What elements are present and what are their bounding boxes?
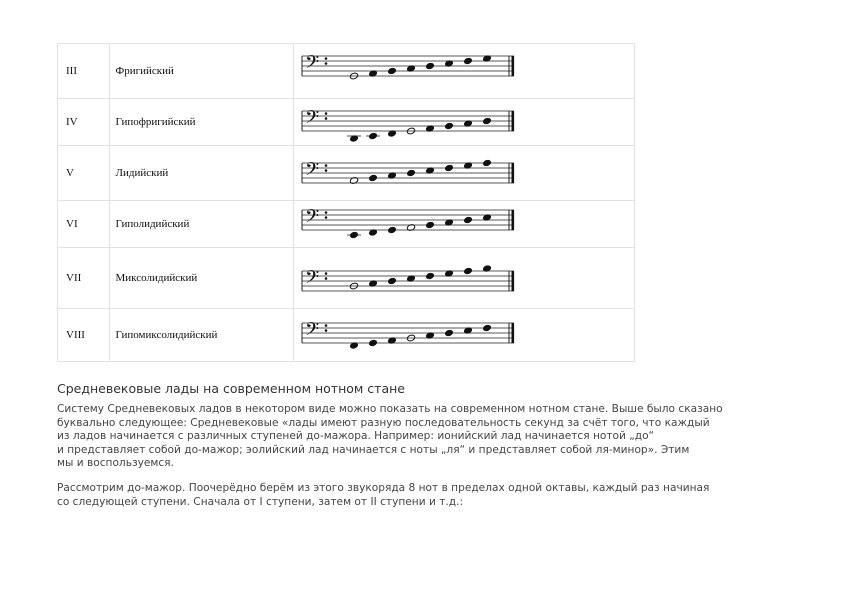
music-staff-icon [294, 146, 634, 200]
mode-numeral: V [58, 146, 110, 201]
paragraph-method: Рассмотрим до-мажор. Поочерёдно берём из этого звукоряда 8 нот в пределах одной октавы, каждый раз начиная со следующей ступени. Сначала от I ступени, затем от II ступени и т.д.: [57, 482, 710, 508]
note-icon [387, 67, 396, 75]
note-icon [482, 324, 491, 332]
table-row [58, 146, 635, 201]
bass-clef-icon: 𝄢 [304, 267, 320, 293]
mode-name: Гипомиксолидийский [109, 309, 293, 362]
note-icon [444, 122, 453, 130]
mode-numeral: IV [58, 99, 110, 146]
note-icon [387, 226, 396, 234]
note-icon [425, 272, 434, 280]
mode-numeral: III [58, 44, 110, 99]
mode-name: Гиполидийский [109, 201, 293, 248]
note-icon [444, 329, 453, 337]
clef-dot [325, 272, 328, 275]
section-heading: Средневековые лады на современном нотном стане [57, 381, 405, 396]
note-icon [463, 267, 472, 275]
note-icon [425, 62, 434, 70]
mode-numeral: VIII [58, 309, 110, 362]
note-icon [444, 164, 453, 172]
music-staff-icon [294, 309, 634, 361]
table-row [58, 99, 635, 146]
clef-dot [325, 216, 328, 219]
note-icon [482, 117, 491, 125]
clef-dot [325, 324, 328, 327]
music-staff-icon [294, 201, 634, 247]
clef-dot [325, 169, 328, 172]
note-icon [463, 57, 472, 65]
clef-dot [325, 164, 328, 167]
note-icon [368, 132, 377, 140]
mode-numeral: VI [58, 201, 110, 248]
music-staff-icon [294, 44, 634, 98]
clef-dot [325, 112, 328, 115]
note-icon [387, 277, 396, 285]
mode-numeral: VII [58, 248, 110, 309]
staff-cell [293, 146, 634, 201]
clef-dot [325, 57, 328, 60]
staff-cell [293, 248, 634, 309]
clef-dot [325, 62, 328, 65]
clef-dot [325, 329, 328, 332]
table-row [58, 248, 635, 309]
mode-name: Миксолидийский [109, 248, 293, 309]
staff-cell [293, 201, 634, 248]
note-icon [425, 221, 434, 229]
table-row [58, 44, 635, 99]
note-icon [368, 174, 377, 182]
bass-clef-icon: 𝄢 [304, 52, 320, 78]
staff-cell [293, 99, 634, 146]
bass-clef-icon: 𝄢 [304, 319, 320, 345]
note-icon [349, 231, 358, 239]
clef-dot [325, 277, 328, 280]
staff-cell [293, 309, 634, 362]
modes-table [57, 43, 635, 362]
bass-clef-icon: 𝄢 [304, 107, 320, 133]
bass-clef-icon: 𝄢 [304, 206, 320, 232]
mode-name: Фригийский [109, 44, 293, 99]
bass-clef-icon: 𝄢 [304, 159, 320, 185]
mode-name: Гипофригийский [109, 99, 293, 146]
music-staff-icon [294, 99, 634, 145]
table-row [58, 309, 635, 362]
clef-dot [325, 211, 328, 214]
clef-dot [325, 117, 328, 120]
mode-name: Лидийский [109, 146, 293, 201]
table-row [58, 201, 635, 248]
note-icon [463, 216, 472, 224]
note-icon [482, 159, 491, 167]
note-icon [406, 169, 415, 177]
staff-cell [293, 44, 634, 99]
paragraph-intro: Систему Средневековых ладов в некотором виде можно показать на современном нотном стане. Выше было сказано буквально следующее: Средневековые «лады имеют разную последовательность секунд за счёт того, что каждый из ладов начинается с различных ступеней до-мажора. Например: ионийский лад начинается нотой „до“ и представляет собой до-мажор; эолийский лад начинается с ноты „ля“ и представляет собой ля-минор». Этим мы и воспользуемся. [57, 403, 723, 470]
music-staff-icon [294, 248, 634, 308]
note-icon [368, 339, 377, 347]
